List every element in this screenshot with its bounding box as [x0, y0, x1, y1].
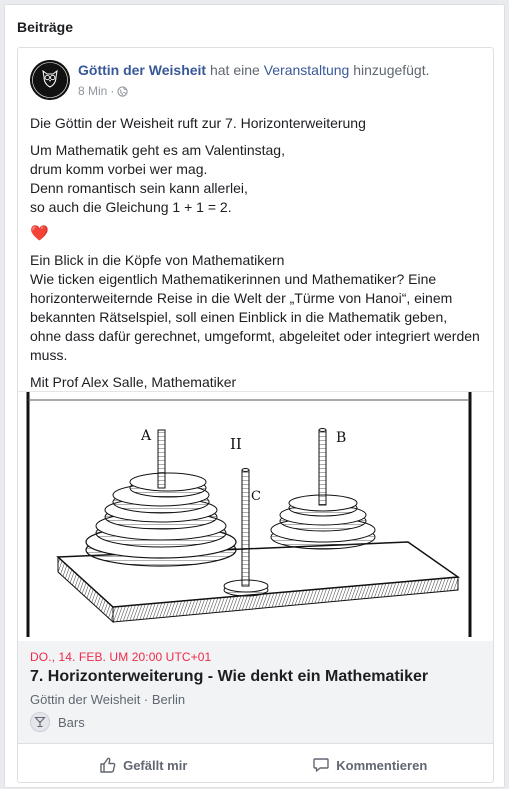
post-line-1: Die Göttin der Weisheit ruft zur 7. Horizonterweiterung	[30, 115, 366, 131]
towers-of-hanoi-illustration	[18, 392, 494, 641]
posts-panel	[4, 4, 505, 788]
owl-logo-icon	[30, 60, 70, 100]
thumbs-up-icon	[99, 756, 117, 774]
avatar[interactable]	[30, 60, 70, 100]
post-meta	[78, 84, 128, 98]
speaker-line: Mit Prof Alex Salle, Mathematiker	[30, 374, 237, 390]
poem-line-1: Um Mathematik geht es am Valentinstag,	[30, 142, 285, 158]
meta-dot: ·	[110, 84, 115, 98]
post-header	[30, 58, 480, 102]
comment-label: Kommentieren	[336, 757, 428, 773]
label-ii: II	[230, 435, 242, 453]
event-link[interactable]: Veranstaltung	[263, 62, 350, 78]
event-category-label: Bars	[58, 714, 85, 730]
poem-line-4: so auch die Gleichung 1 + 1 = 2.	[30, 199, 232, 215]
comment-button[interactable]	[257, 747, 484, 783]
event-image[interactable]	[18, 391, 494, 641]
event-date: DO., 14. FEB. UM 20:00 UTC+01	[30, 650, 212, 664]
post-actions	[30, 747, 483, 783]
globe-icon[interactable]	[117, 86, 128, 97]
cocktail-icon	[30, 712, 50, 732]
like-button[interactable]	[30, 747, 257, 783]
event-category	[30, 712, 85, 732]
section-title: Beiträge	[17, 19, 74, 35]
post-headline	[78, 62, 430, 78]
label-c: C	[251, 489, 261, 504]
author-link[interactable]: Göttin der Weisheit	[78, 62, 207, 78]
subheading-line: Ein Blick in die Köpfe von Mathematikern	[30, 252, 285, 268]
label-a: A	[141, 428, 152, 444]
action-text: hat eine	[209, 62, 260, 78]
like-label: Gefällt mir	[123, 757, 188, 773]
post-body	[30, 114, 482, 400]
event-subtitle: Göttin der Weisheit · Berlin	[30, 692, 186, 707]
action-suffix: hinzugefügt.	[353, 62, 430, 78]
heart-emoji: ❤️	[30, 225, 49, 242]
event-details[interactable]	[18, 641, 494, 744]
post-card	[17, 47, 494, 783]
description-paragraph: Wie ticken eigentlich Mathematikerinnen und Mathematiker? Eine horizonterweiternde Reise in die Welt der „Türme von Hanoi“, einem bekannten Rätselspiel, soll einen Einblick in die Mathematik geben, ohne dass dafür gerechnet, umgeformt, abgeleitet oder integriert werden muss.	[30, 271, 480, 363]
post-time[interactable]: 8 Min	[78, 84, 108, 98]
label-b: B	[336, 430, 347, 446]
poem-line-2: drum komm vorbei wer mag.	[30, 161, 208, 177]
event-title[interactable]: 7. Horizonterweiterung - Wie denkt ein Mathematiker	[30, 668, 429, 685]
comment-bubble-icon	[312, 756, 330, 774]
poem-line-3: Denn romantisch sein kann allerlei,	[30, 180, 248, 196]
